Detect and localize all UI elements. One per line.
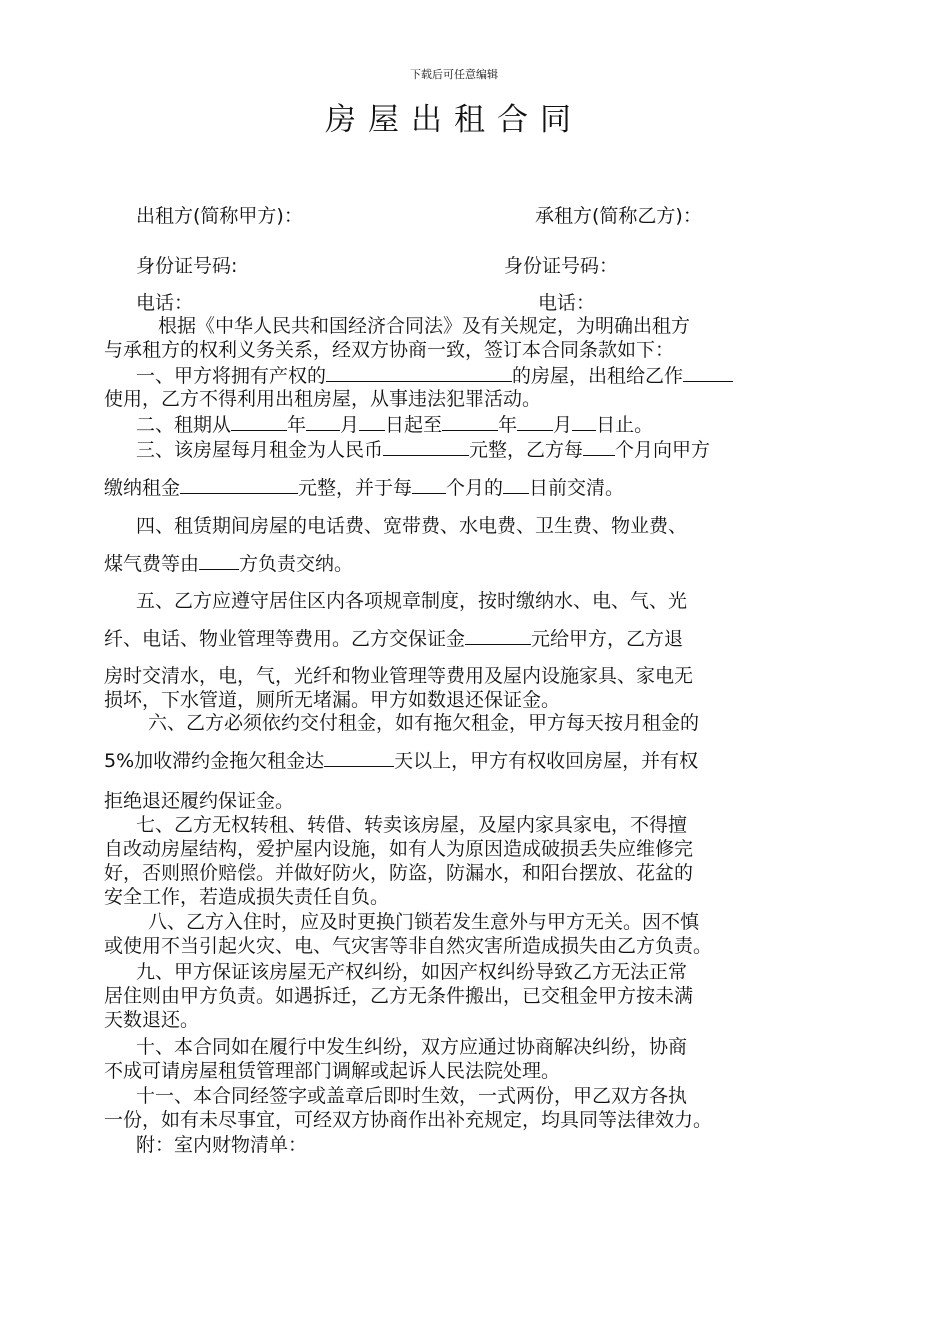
annex-label: 附：室内财物清单： [136, 1134, 308, 1156]
utility-party-blank [199, 551, 239, 570]
property-blank [326, 363, 512, 382]
clause-10-line-1: 十、本合同如在履行中发生纠纷，双方应通过协商解决纠纷，协商 [136, 1036, 688, 1058]
clause-6-line-1: 六、乙方必须依约交付租金，如有拖欠租金，甲方每天按月租金的 [148, 712, 700, 734]
day-blank [503, 475, 529, 494]
clause-6-text-c: 加收滞约金拖欠租金达 [134, 750, 325, 772]
lessee-label: 承租方(简称乙方)： [535, 205, 702, 227]
clause-6-text-d: 天以上，甲方有权收回房屋，并有权 [394, 750, 699, 772]
clause-9-line-3: 天数退还。 [104, 1009, 200, 1031]
clause-3-text-f: 个月的 [446, 477, 504, 499]
clause-11 [104, 1084, 814, 1132]
contract-title: 房屋出租合同 [325, 102, 583, 138]
clause-7-line-4: 安全工作，若造成损失责任自负。 [104, 886, 390, 908]
clause-2-text-g: 日止。 [596, 414, 654, 436]
clause-3-text-g: 日前交清。 [529, 477, 625, 499]
header-note: 下载后可任意编辑 [410, 68, 498, 81]
months-blank [412, 475, 446, 494]
clause-2-year-1: 年 [287, 414, 307, 436]
monthly-rent-blank [383, 437, 469, 456]
clause-10-line-2: 不成可请房屋租赁管理部门调解或起诉人民法院处理。 [104, 1060, 561, 1082]
intro-line-2: 与承租方的权利义务关系，经双方协商一致，签订本合同条款如下： [104, 339, 675, 361]
clause-3-text-b: 元整，乙方每 [469, 439, 584, 461]
deposit-blank [465, 626, 531, 645]
clause-6 [104, 704, 814, 780]
start-month-blank [306, 412, 340, 431]
end-year-blank [442, 412, 498, 431]
clause-8-line-2: 或使用不当引起火灾、电、气灾害等非自然灾害所造成损失由乙方负责。 [104, 935, 713, 957]
clause-4-text-b: 煤气费等由 [104, 553, 200, 575]
clause-3-text-d: 缴纳租金 [104, 477, 181, 499]
overdue-days-blank [324, 748, 394, 767]
clause-2-month-2: 月 [553, 414, 573, 436]
intro-line-1: 根据《中华人民共和国经济合同法》及有关规定，为明确出租方 [158, 315, 691, 337]
clause-11-line-2: 一份，如有未尽事宜，可经双方协商作出补充规定，均具同等法律效力。 [104, 1109, 713, 1131]
clause-11-line-1: 十一、本合同经签字或盖章后即时生效，一式两份，甲乙双方各执 [136, 1085, 688, 1107]
clause-2-year-2: 年 [498, 414, 518, 436]
lessee-phone-label: 电话： [538, 292, 596, 314]
clause-6-line-3: 拒绝退还履约保证金。 [104, 790, 295, 812]
rent-amount-blank [180, 475, 298, 494]
clause-5-line-4: 损坏，下水管道，厕所无堵漏。甲方如数退还保证金。 [104, 689, 561, 711]
clause-3-text-a: 三、该房屋每月租金为人民币 [136, 439, 384, 461]
clause-7-line-2: 自改动房屋结构，爱护屋内设施，如有人为原因造成破损丢失应维修完 [104, 838, 694, 860]
lessee-id-label: 身份证号码： [504, 255, 619, 277]
clause-10 [104, 1035, 814, 1083]
clause-7-line-1: 七、乙方无权转租、转借、转卖该房屋，及屋内家具家电，不得擅 [136, 814, 688, 836]
clause-5-line-1: 五、乙方应遵守居住区内各项规章制度，按时缴纳水、电、气、光 [136, 590, 688, 612]
clause-2-month-1: 月 [340, 414, 360, 436]
clause-6-continued [104, 789, 814, 813]
start-year-blank [231, 412, 287, 431]
clause-9-line-1: 九、甲方保证该房屋无产权纠纷，如因产权纠纷导致乙方无法正常 [136, 961, 688, 983]
lessor-label: 出租方(简称甲方)： [136, 205, 303, 227]
clause-4-line-1: 四、租赁期间房屋的电话费、宽带费、水电费、卫生费、物业费、 [136, 515, 688, 537]
clause-1-text-c: 使用，乙方不得利用出租房屋，从事违法犯罪活动。 [104, 388, 542, 410]
annex [104, 1133, 814, 1157]
clause-8-line-1: 八、乙方入住时，应及时更换门锁若发生意外与甲方无关。因不慎 [148, 911, 700, 933]
end-day-blank [572, 412, 596, 431]
clause-1 [104, 363, 814, 411]
usage-blank [683, 363, 733, 382]
clause-9-line-2: 居住则由甲方负责。如遇拆迁，乙方无条件搬出，已交租金甲方按未满 [104, 985, 694, 1007]
start-day-blank [359, 412, 385, 431]
clause-7 [104, 813, 814, 909]
late-fee-percent: 5% [104, 750, 135, 772]
clause-1-text-b: 的房屋，出租给乙作 [512, 365, 684, 387]
clause-5 [104, 582, 814, 658]
clause-3-text-c: 个月向甲方 [615, 439, 711, 461]
clause-4 [104, 507, 814, 583]
clause-2-text-d: 日起至 [385, 414, 443, 436]
clause-9 [104, 960, 814, 1032]
end-month-blank [517, 412, 553, 431]
intro-paragraph [104, 314, 814, 362]
clause-4-text-c: 方负责交纳。 [239, 553, 354, 575]
pay-interval-blank [583, 437, 615, 456]
clause-2-text-a: 二、租期从 [136, 414, 232, 436]
clause-5-line-3: 房时交清水，电，气，光纤和物业管理等费用及屋内设施家具、家电无 [104, 665, 694, 687]
clause-5-text-c: 元给甲方，乙方退 [531, 628, 684, 650]
clause-3-text-e: 元整，并于每 [298, 477, 413, 499]
clause-7-line-3: 好，否则照价赔偿。并做好防火，防盗，防漏水，和阳台摆放、花盆的 [104, 862, 694, 884]
clause-5-text-b: 纤、电话、物业管理等费用。乙方交保证金 [104, 628, 466, 650]
lessor-phone-label: 电话： [136, 292, 194, 314]
clause-1-text-a: 一、甲方将拥有产权的 [136, 365, 327, 387]
clause-8 [104, 910, 814, 958]
clause-3 [104, 431, 814, 507]
lessor-id-label: 身份证号码: [136, 255, 238, 277]
